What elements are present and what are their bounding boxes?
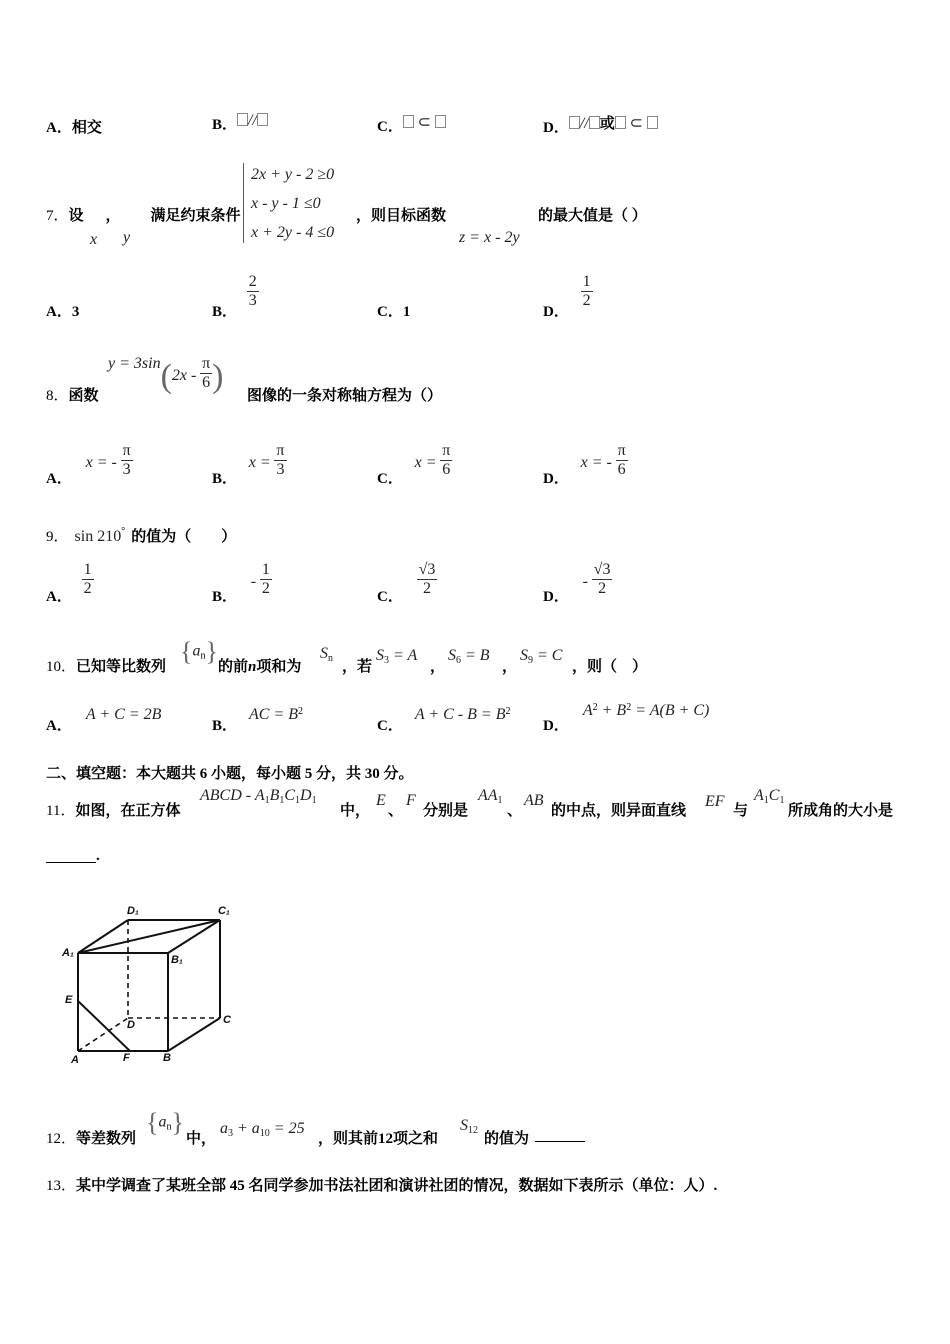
- q12-stem-2: ，则其前12项之和: [318, 1131, 439, 1147]
- label-D: D: [127, 1019, 135, 1031]
- q10-stem-3: ，若: [342, 659, 373, 675]
- q11-answer-blank[interactable]: .: [46, 848, 100, 865]
- q9-option-a[interactable]: A． $\frac{1}{2}$: [46, 561, 92, 605]
- placeholder-glyph-icon: [435, 115, 446, 128]
- q8-option-c[interactable]: C． x = $\frac{\pi}{6}$: [377, 442, 451, 487]
- q11-stem-1: 11．如图，在正方体: [46, 803, 181, 819]
- q7-constraint-system: [243, 163, 363, 249]
- q7-constraint-3: x + 2y - 4 ≤0: [251, 224, 335, 241]
- q7-stem-3: 的最大值是（ ）: [538, 208, 647, 224]
- q7-stem-2: ，则目标函数: [356, 208, 447, 224]
- edge-AD: [78, 1018, 128, 1051]
- left-brace-icon: [243, 163, 250, 243]
- label-B: B: [163, 1052, 171, 1064]
- q12-answer-blank[interactable]: [535, 1127, 585, 1144]
- q9-option-b[interactable]: B． - $\frac{1}{2}$: [212, 561, 270, 605]
- q10-sum: $S_n$: [320, 645, 333, 664]
- q10-option-b[interactable]: B．AC = $B^2$: [212, 706, 304, 734]
- q7-option-a[interactable]: A．3: [46, 304, 80, 320]
- q10-eq-2: $S_6 = B$: [448, 647, 490, 666]
- q10-sequence: $\{a_n\}$: [180, 637, 218, 666]
- placeholder-glyph-icon: [647, 116, 658, 129]
- q7-var-y: y: [123, 229, 131, 246]
- q9-option-d[interactable]: D． - $\frac{√3}{2}$: [543, 561, 611, 605]
- segment-EF: [78, 1001, 130, 1051]
- q8-stem-number: 8．函数: [46, 388, 99, 404]
- label-C: C: [223, 1014, 231, 1026]
- q8-option-a[interactable]: A． x = - $\frac{\pi}{3}$: [46, 442, 131, 487]
- q6-option-c[interactable]: C． ⊂: [377, 112, 446, 136]
- q10-eq-3: $S_9 = C$: [520, 647, 563, 666]
- section-2-heading: 二、填空题：本大题共 6 小题，每小题 5 分，共 30 分。: [46, 766, 414, 782]
- cube-figure: [55, 900, 245, 1070]
- edge-B1C1: [168, 920, 220, 953]
- q10-option-c[interactable]: C．$A + C - B = B^2$: [377, 706, 511, 734]
- q7-var-x: x: [90, 231, 98, 248]
- label-C1: C₁: [218, 905, 230, 917]
- q9-option-c[interactable]: C． $\frac{√3}{2}$: [377, 561, 436, 605]
- q7-constraint-1: 2x + y - 2 ≥0: [251, 166, 335, 183]
- q6-option-a[interactable]: A．相交: [46, 120, 102, 136]
- label-A1: A₁: [62, 947, 74, 959]
- q10-option-a[interactable]: A．A + C = 2B: [46, 706, 162, 734]
- placeholder-glyph-icon: [569, 116, 580, 129]
- label-D1: D₁: [127, 905, 139, 917]
- q10-stem-4: ，则（ ）: [572, 659, 648, 675]
- q6-option-b[interactable]: B． //: [212, 112, 268, 134]
- q8-stem-text: 图像的一条对称轴方程为（）: [247, 388, 443, 404]
- q12-stem-1: 12．等差数列: [46, 1131, 137, 1147]
- placeholder-glyph-icon: [615, 116, 626, 129]
- q10-option-d[interactable]: D．$A^2 + B^2 = A(B + C)$: [543, 702, 710, 734]
- placeholder-glyph-icon: [257, 113, 268, 126]
- q7-option-c[interactable]: C．1: [377, 304, 411, 320]
- q11-cube-name: ABCD - $A_1B_1C_1D_1$: [200, 787, 317, 806]
- q12-sequence: $\{a_n\}$: [146, 1108, 184, 1137]
- q6-option-d[interactable]: D． // 或 ⊂: [543, 112, 658, 137]
- placeholder-glyph-icon: [589, 116, 600, 129]
- q7-option-d[interactable]: D． $\frac{1}{2}$: [543, 273, 591, 320]
- q10-stem-2: 的前n项和为: [218, 659, 302, 675]
- placeholder-glyph-icon: [237, 113, 248, 126]
- q7-option-b[interactable]: B． $\frac{2}{3}$: [212, 273, 257, 320]
- label-B1: B₁: [171, 954, 183, 966]
- placeholder-glyph-icon: [403, 115, 414, 128]
- q8-option-d[interactable]: D． x = - $\frac{\pi}{6}$: [543, 442, 626, 487]
- q8-option-b[interactable]: B． x = $\frac{\pi}{3}$: [212, 442, 285, 487]
- q10-eq-1: $S_3 = A$: [376, 647, 418, 666]
- diagonal-A1C1: [78, 920, 220, 953]
- q10-stem-1: 10．已知等比数列: [46, 659, 167, 675]
- label-A: A: [71, 1054, 79, 1066]
- question-13: 13．某中学调查了某班全部 45 名同学参加书法社团和演讲社团的情况，数据如下表所示（单位：人）.: [46, 1178, 718, 1194]
- edge-BC: [168, 1018, 220, 1051]
- q7-stem: 7．设 ， 满足约束条件: [46, 208, 241, 224]
- q9-stem: 9． sin 210° 的值为（ ）: [46, 526, 237, 545]
- q7-objective: z = x - 2y: [459, 229, 520, 246]
- q7-constraint-2: x - y - 1 ≤0: [251, 195, 321, 212]
- label-F: F: [123, 1052, 130, 1064]
- label-E: E: [65, 994, 73, 1006]
- q12-condition: $a_3 + a_{10} = 25$: [220, 1120, 305, 1139]
- q8-function: y = 3sin(2x - $\frac{\pi}{6}$ ): [108, 355, 224, 395]
